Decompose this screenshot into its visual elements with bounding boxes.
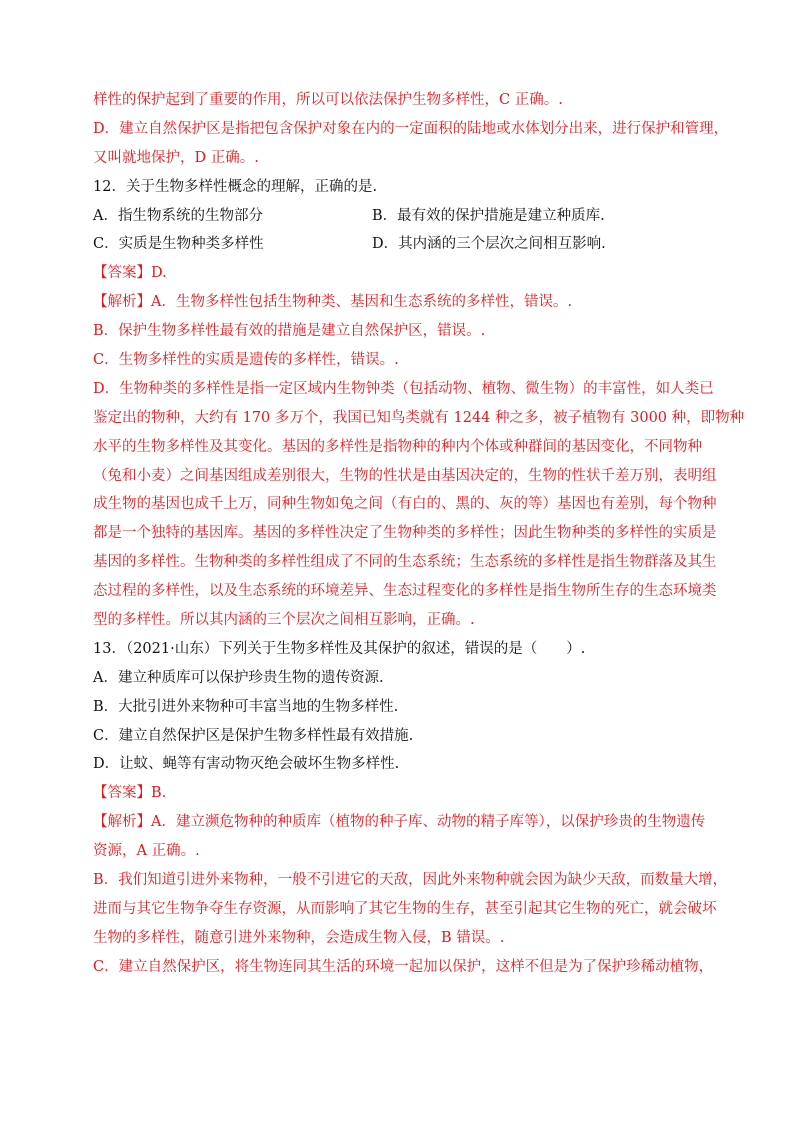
question-13-analysis-b-line: 生物的多样性，随意引进外来物种，会造成生物入侵，B 错误。. — [93, 929, 505, 946]
question-13-answer — [93, 783, 713, 803]
question-13-analysis-c: C．建立自然保护区，将生物连同其生活的环境一起加以保护，这样不但是为了保护珍稀动植物， — [93, 958, 714, 975]
answer-tag: 【答案】 — [93, 265, 151, 282]
question-12-answer — [93, 263, 713, 283]
question-12-analysis-d-line: 都是一个独特的基因库。基因的多样性决定了生物种类的多样性；因此生物种类的多样性的实质是 — [93, 525, 717, 542]
question-13-option-a: A．建立种质库可以保护珍贵生物的遗传资源. — [93, 669, 384, 686]
question-12-analysis-d-line: 水平的生物多样性及其变化。基因的多样性是指物种的种内个体或种群间的基因变化，不同物种 — [93, 438, 702, 455]
question-12-analysis-a — [93, 292, 713, 312]
question-13-stem: 13．（2021·山东）下列关于生物多样性及其保护的叙述，错误的是（ ）. — [93, 640, 586, 657]
question-12-analysis-d-line: 基因的多样性。生物种类的多样性组成了不同的生态系统；生态系统的多样性是指生物群落及其生 — [93, 554, 717, 571]
prev-analysis-d-line: D．建立自然保护区是指把包含保护对象在内的一定面积的陆地或水体划分出来，进行保护和管理， — [93, 120, 729, 137]
question-13-analysis-a-line: 资源，A 正确。. — [93, 843, 200, 860]
question-13-analysis-a — [93, 812, 713, 832]
question-12-option-d: D．其内涵的三个层次之间相互影响. — [372, 236, 606, 253]
question-12-analysis-d-line: （兔和小麦）之间基因组成差别很大，生物的性状是由基因决定的，生物的性状千差万别，表明组 — [93, 467, 717, 484]
question-12-stem: 12．关于生物多样性概念的理解，正确的是. — [93, 178, 378, 195]
question-12-analysis-d-line: D．生物种类的多样性是指一定区域内生物钟类（包括动物、植物、微生物）的丰富性，如人类已 — [93, 380, 714, 397]
question-13-option-c: C．建立自然保护区是保护生物多样性最有效措施. — [93, 727, 414, 744]
question-12-option-b: B．最有效的保护措施是建立种质库. — [372, 207, 605, 224]
question-12-analysis-d-line: 型的多样性。所以其内涵的三个层次之间相互影响，正确。. — [93, 612, 475, 629]
answer-value: D. — [151, 265, 167, 282]
question-12-analysis-d-line: 成生物的基因也成千上万，同种生物如兔之间（有白的、黑的、灰的等）基因也有差别，每个物种 — [93, 496, 717, 513]
answer-value: B. — [151, 785, 167, 802]
answer-tag: 【答案】 — [93, 785, 151, 802]
analysis-text: A．生物多样性包括生物种类、基因和生态系统的多样性，错误。. — [151, 294, 573, 311]
question-12-analysis-b: B．保护生物多样性最有效的措施是建立自然保护区，错误。. — [93, 323, 486, 340]
analysis-text: A．建立濒危物种的种质库（植物的种子库、动物的精子库等），以保护珍贵的生物遗传 — [151, 814, 706, 831]
question-12-option-a: A．指生物系统的生物部分 — [93, 207, 263, 224]
question-12-options-row — [93, 206, 713, 226]
question-12-analysis-d-line: 态过程的多样性，以及生态系统的环境差异、生态过程变化的多样性是指生物所生存的生态环境类 — [93, 583, 717, 600]
analysis-tag: 【解析】 — [93, 294, 151, 311]
question-12-option-c: C．实质是生物种类多样性 — [93, 236, 264, 253]
question-12-analysis-d-line: 鉴定出的物种，大约有 170 多万个，我国已知鸟类就有 1244 种之多，被子植物有 3000 种，即物种 — [93, 409, 745, 426]
analysis-tag: 【解析】 — [93, 814, 151, 831]
question-12-options-row — [93, 234, 713, 254]
question-12-analysis-c: C．生物多样性的实质是遗传的多样性，错误。. — [93, 352, 399, 369]
question-13-analysis-b-line: 进而与其它生物争夺生存资源，从而影响了其它生物的生存，甚至引起其它生物的死亡，就会破坏 — [93, 900, 717, 917]
prev-analysis-d-line: 又叫就地保护，D 正确。. — [93, 149, 259, 166]
question-13-analysis-b-line: B．我们知道引进外来物种，一般不引进它的天敌，因此外来物种就会因为缺少天敌，而数量大增， — [93, 872, 728, 889]
question-13-option-d: D．让蚊、蝇等有害动物灭绝会破坏生物多样性. — [93, 756, 400, 773]
document-page — [93, 90, 745, 986]
prev-analysis-line: 样性的保护起到了重要的作用，所以可以依法保护生物多样性，C 正确。. — [93, 92, 563, 108]
question-13-option-b: B．大批引进外来物种可丰富当地的生物多样性. — [93, 698, 399, 715]
